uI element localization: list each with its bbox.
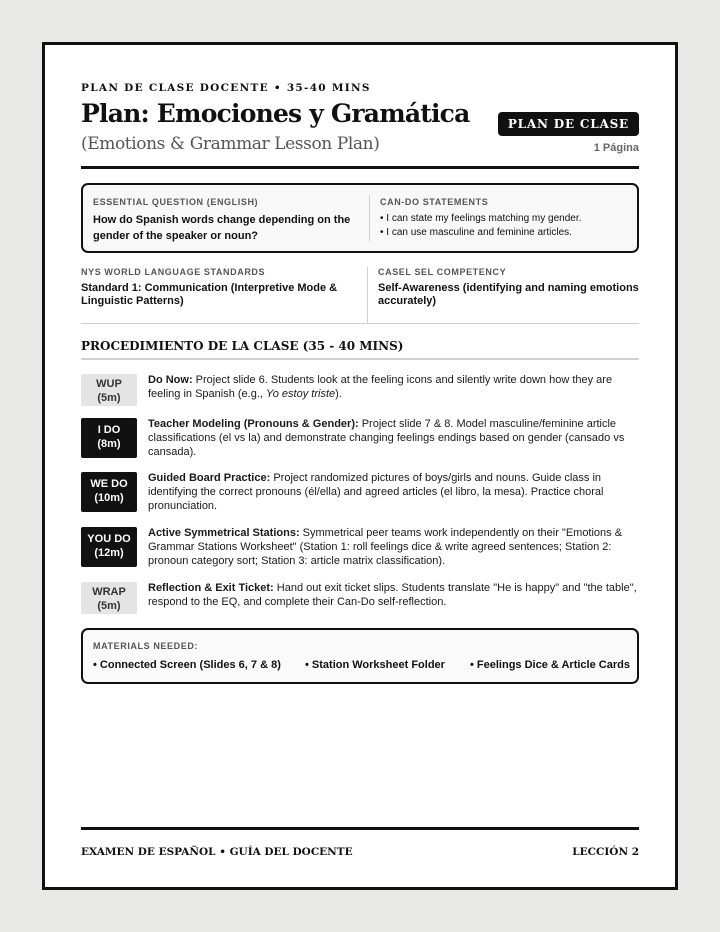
nys-standards-text: Standard 1: Communication (Interpretive Mode & Linguistic Patterns) [81, 282, 338, 307]
step-description [148, 417, 639, 459]
essential-question-label: ESSENTIAL QUESTION (ENGLISH) [93, 197, 259, 207]
nys-standards-section [81, 267, 367, 323]
step-heading: Guided Board Practice: [148, 472, 271, 484]
materials-box [81, 628, 639, 684]
step-italic: Yo estoy triste [266, 388, 336, 400]
materials-item: • Station Worksheet Folder [305, 659, 445, 671]
lesson-plan-page [42, 42, 678, 890]
header-kicker: PLAN DE CLASE DOCENTE • 35-40 MINS [81, 82, 371, 94]
can-do-item: • I can state my feelings matching my gender. [380, 213, 582, 224]
casel-label: CASEL SEL COMPETENCY [378, 267, 507, 277]
can-do-section [369, 195, 637, 241]
step-tag [81, 374, 137, 406]
footer-title: EXAMEN DE ESPAÑOL • GUÍA DEL DOCENTE [81, 846, 353, 858]
step-tag-time: (12m) [94, 547, 124, 559]
step-tag-time: (5m) [97, 600, 121, 612]
step-tag-label: WRAP [92, 586, 126, 598]
page-content [81, 45, 639, 887]
step-tag-label: YOU DO [87, 533, 131, 545]
materials-label: MATERIALS NEEDED: [93, 641, 199, 651]
plan-badge: PLAN DE CLASE [498, 112, 639, 136]
standards-row [81, 267, 639, 323]
step-tag-label: WE DO [90, 478, 128, 490]
casel-section [367, 267, 639, 323]
step-tag [81, 472, 137, 512]
step-body: Hand out exit ticket slips. Students translate "He is happy" and "the table", respond to the EQ, and complete their Can-Do self-reflection. [148, 582, 637, 608]
footer-lesson-number: LECCIÓN 2 [572, 846, 639, 858]
can-do-list [380, 212, 627, 240]
materials-item: • Feelings Dice & Article Cards [470, 659, 630, 671]
step-heading: Do Now: [148, 374, 193, 386]
step-tag-time: (5m) [97, 392, 121, 404]
materials-item: • Connected Screen (Slides 6, 7 & 8) [93, 659, 281, 671]
step-tail: ). [335, 388, 342, 400]
essential-question-box [81, 183, 639, 253]
step-tag [81, 418, 137, 458]
step-description [148, 581, 639, 609]
step-description [148, 373, 639, 401]
step-body: Project slide 6. Students look at the feeling icons and silently write down how they are feeling in Spanish (e.g., [148, 374, 613, 400]
page-subtitle: (Emotions & Grammar Lesson Plan) [81, 134, 380, 154]
step-body: Symmetrical peer teams work independently on their "Emotions & Grammar Stations Worksheet" (Station 1: roll feelings dice & write agreed sentences; Station 2: pronoun category sort; Station 3: article matrix classification). [148, 527, 623, 567]
step-tag [81, 582, 137, 614]
step-tag-time: (8m) [97, 438, 121, 450]
step-tag-label: WUP [96, 378, 122, 390]
step-body: Project randomized pictures of boys/girls and nouns. Guide class in identifying the correct pronouns (él/ella) and agreed articles (el libro, la mesa). Practice choral pronunciation. [148, 472, 604, 512]
step-heading: Reflection & Exit Ticket: [148, 582, 274, 594]
procedure-title: PROCEDIMIENTO DE LA CLASE (35 - 40 MINS) [81, 339, 404, 353]
materials-list [93, 659, 630, 673]
step-description [148, 471, 639, 513]
header-divider [81, 166, 639, 169]
can-do-item: • I can use masculine and feminine articles. [380, 227, 572, 238]
page-title: Plan: Emociones y Gramática [81, 99, 470, 128]
essential-question-text: How do Spanish words change depending on the gender of the speaker or noun? [93, 214, 351, 242]
casel-text: Self-Awareness (identifying and naming emotions accurately) [378, 282, 639, 307]
step-body: Project slide 7 & 8. Model masculine/feminine article classifications (el vs la) and demonstrate changing feelings endings based on gender (cansado vs cansada). [148, 418, 625, 458]
can-do-label: CAN-DO STATEMENTS [380, 197, 489, 207]
standards-divider [81, 323, 639, 324]
footer-divider [81, 827, 639, 830]
nys-standards-label: NYS WORLD LANGUAGE STANDARDS [81, 267, 266, 277]
procedure-divider [81, 358, 639, 360]
step-tag-label: I DO [97, 424, 121, 436]
step-description [148, 526, 639, 568]
page-count: 1 Página [593, 142, 639, 154]
step-tag-time: (10m) [94, 492, 124, 504]
step-heading: Active Symmetrical Stations: [148, 527, 300, 539]
essential-question-section [83, 185, 369, 251]
step-heading: Teacher Modeling (Pronouns & Gender): [148, 418, 359, 430]
step-tag [81, 527, 137, 567]
